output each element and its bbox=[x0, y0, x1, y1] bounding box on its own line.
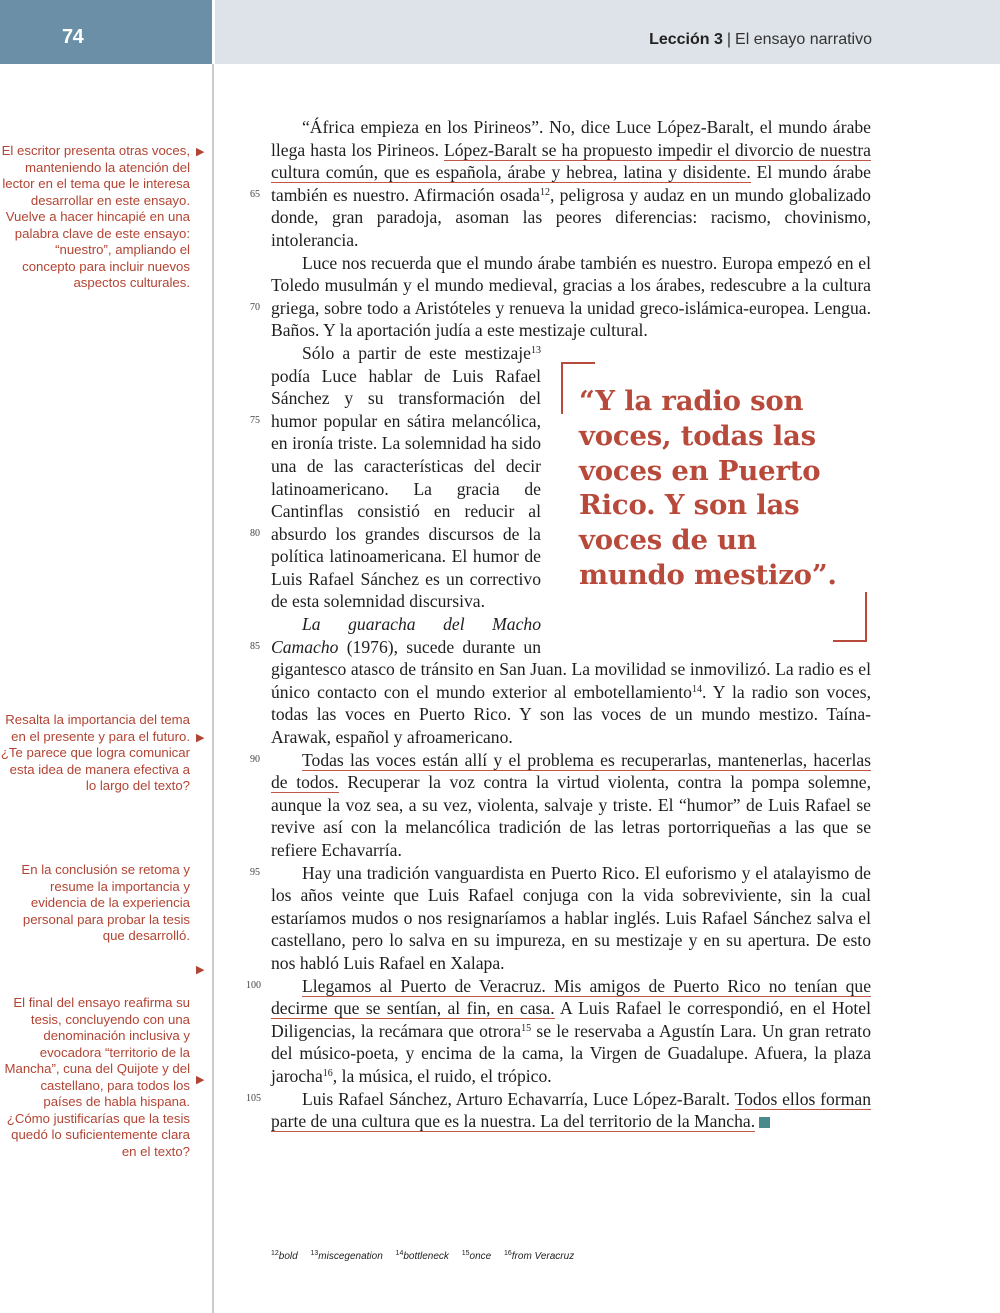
footnote bbox=[462, 1251, 496, 1262]
highlighted-sentence: López-Baralt se ha propuesto impedir el divorcio de nuestra cultura común, que es española, árabe y hebrea, latina y disidente. bbox=[271, 139, 871, 183]
text-run: , la música, el ruido, el trópico. bbox=[332, 1065, 552, 1086]
footnotes bbox=[271, 1250, 584, 1262]
footnote-number: 15 bbox=[461, 1250, 470, 1257]
lesson-label: Lección 3 bbox=[649, 31, 723, 48]
paragraph bbox=[271, 342, 871, 613]
running-head-separator: | bbox=[726, 31, 732, 48]
note-arrow-icon: ▶ bbox=[196, 732, 205, 744]
side-note-2 bbox=[0, 712, 205, 795]
text-run: Recuperar la voz contra la virtud violenta, contra la pompa solemne, aunque la voz sea, a su vez, violenta, salvaje y triste. El “humor” de Luis Rafael se revive así con la melancólica tradición de las letras portorriqueñas a las que se refiere Echavarría. bbox=[271, 772, 871, 860]
footnote-text: bold bbox=[278, 1251, 298, 1262]
footnote bbox=[504, 1251, 579, 1262]
lesson-title: El ensayo narrativo bbox=[735, 31, 872, 48]
side-note-text: En la conclusión se retoma y resume la importancia y evidencia de la experiencia personal para probar la tesis que desarrolló. bbox=[21, 862, 190, 943]
footnote-ref: 14 bbox=[691, 683, 702, 695]
line-number: 90 bbox=[250, 754, 260, 765]
footnote-text: once bbox=[469, 1251, 492, 1262]
line-number: 65 bbox=[250, 189, 260, 200]
side-note-text: El escritor presenta otras voces, manteniendo la atención del lector en el tema que le interesa desarrollar en este ensayo. Vuelve a hacer hincapié en una palabra clave de este ensayo: “nuestro”, ampliando el concepto para incluir nuevos aspectos culturales. bbox=[1, 143, 190, 290]
side-note-3 bbox=[0, 862, 205, 976]
paragraph bbox=[271, 975, 871, 1088]
note-arrow-icon: ▶ bbox=[196, 1074, 205, 1086]
essay-body bbox=[271, 116, 871, 1133]
highlighted-sentence: Llegamos al Puerto de Veracruz. Mis amigos de Puerto Rico no tenían que decirme que se sentían, al fin, en casa. bbox=[271, 975, 871, 1019]
text-run: Luis Rafael Sánchez, Arturo Echavarría, Luce López-Baralt. bbox=[302, 1088, 735, 1109]
side-note-1 bbox=[0, 143, 205, 292]
paragraph bbox=[271, 1088, 871, 1133]
side-note-text: Resalta la importancia del tema en el presente y para el futuro. ¿Te parece que logra comunicar esta idea de manera efectiva a lo largo del texto? bbox=[0, 712, 190, 793]
book-title: La guaracha del Macho Camacho bbox=[271, 614, 541, 657]
footnote-number: 12 bbox=[271, 1250, 279, 1257]
text-run: Sólo a partir de este mestizaje bbox=[302, 342, 531, 363]
paragraph bbox=[271, 749, 871, 862]
text-run: (1976), sucede durante un gigantesco atasco de tránsito en San Juan. La movilidad se inmovilizó. La radio es el único contacto con el mundo exterior al embotellamiento bbox=[271, 636, 871, 702]
text-run: A Luis Rafael le correspondió, en el Hotel Diligencias, la recámara que otrora bbox=[271, 998, 871, 1041]
paragraph: Hay una tradición vanguardista en Puerto Rico. El euforismo y el atalayismo de los años veinte que Luis Rafael conjuga con la vida sobreviviente, sin la cual estaríamos mudos o nos resignaríamos a hablar inglés. Luis Rafael Sánchez salva el castellano, pero lo salva en su impureza, en su mestizaje y en su apertura. De esto nos habló Luis Rafael en Xalapa. bbox=[271, 862, 871, 973]
side-note-text: El final del ensayo reafirma su tesis, concluyendo con una denominación inclusiva y evocadora “territorio de la Mancha”, cuna del Quijote y del castellano, para todos los países de habla hispana. ¿Cómo justificarías que la tesis quedó lo suficientemente clara en el texto? bbox=[4, 995, 190, 1159]
footnote bbox=[396, 1251, 454, 1262]
footnote-ref: 16 bbox=[322, 1067, 333, 1079]
text-run: podía Luce hablar de Luis Rafael Sánchez y su transformación del humor popular en sátira melancólica, en ironía triste. La solemnidad ha sido una de las características del decir latinoamericano. La gracia de Cantinflas consistió en reducir al absurdo los grandes discursos de la política latinoamericana. El humor de Luis Rafael Sánchez es un correctivo de esta solemnidad discursiva. bbox=[271, 365, 541, 612]
line-number: 80 bbox=[250, 528, 260, 539]
highlighted-sentence: Todas las voces están allí y el problema es recuperarlas, mantenerlas, hacerlas de todos. bbox=[271, 749, 871, 793]
line-number: 105 bbox=[246, 1093, 261, 1104]
footnote bbox=[310, 1251, 387, 1262]
line-number: 95 bbox=[250, 867, 260, 878]
pull-quote: “Y la radio son voces, todas las voces en Puerto Rico. Y son las voces de un mundo mestizo”. bbox=[579, 384, 837, 591]
footnote-number: 14 bbox=[395, 1250, 404, 1257]
footnote-text: bottleneck bbox=[403, 1251, 449, 1262]
text-run: El mundo árabe también es nuestro. Afirmación osada bbox=[271, 162, 871, 205]
footnote bbox=[271, 1251, 303, 1262]
footnote-number: 16 bbox=[503, 1250, 512, 1257]
note-arrow-icon: ▶ bbox=[196, 964, 205, 976]
pull-quote-box bbox=[553, 344, 871, 644]
running-head bbox=[649, 31, 872, 49]
highlighted-sentence: Todos ellos forman parte de una cultura que es la nuestra. La del territorio de la Mancha. bbox=[271, 1088, 871, 1132]
page-number: 74 bbox=[62, 26, 84, 48]
header-page-panel bbox=[0, 0, 212, 64]
line-number: 75 bbox=[250, 415, 260, 426]
footnote-ref: 12 bbox=[539, 186, 550, 198]
text-run: , peligrosa y audaz en un mundo globalizado donde, gran paradoja, asoman las peores diferencias: racismo, chovinismo, intolerancia. bbox=[271, 184, 871, 250]
margin-divider bbox=[212, 64, 214, 1313]
footnote-text: miscegenation bbox=[318, 1251, 383, 1262]
side-note-4 bbox=[0, 995, 205, 1160]
text-run: se le reservaba a Agustín Lara. Un gran retrato del músico-poeta, y encima de la cama, la Virgen de Guadalupe. Afuera, la plaza jarocha bbox=[271, 1020, 871, 1086]
footnote-text: from Veracruz bbox=[511, 1251, 575, 1262]
footnote-ref: 15 bbox=[521, 1022, 532, 1034]
header-title-panel bbox=[215, 0, 1000, 64]
line-number: 85 bbox=[250, 641, 260, 652]
footnote-number: 13 bbox=[310, 1250, 319, 1257]
end-of-text-square-icon bbox=[759, 1117, 770, 1128]
text-run: . Y la radio son voces, todas las voces en Puerto Rico. Y son las voces de un mundo mestizo. Taína-Arawak, español y afroamericano. bbox=[271, 681, 871, 748]
footnote-ref: 13 bbox=[531, 344, 541, 356]
text-run: “África empieza en los Pirineos”. No, dice Luce López-Baralt, el mundo árabe llega hasta los Pirineos. bbox=[271, 117, 871, 160]
line-number: 70 bbox=[250, 302, 260, 313]
paragraph: Luce nos recuerda que el mundo árabe también es nuestro. Europa empezó en el Toledo musulmán y el mundo medieval, gracias a los árabes, redescubre a la cultura griega, sobre todo a Aristóteles y renueva la unidad greco-islámica-europea. Lengua. Baños. Y la aportación judía a este mestizaje cultural. bbox=[271, 252, 871, 341]
quote-bracket-bottom bbox=[833, 592, 867, 642]
note-arrow-icon: ▶ bbox=[196, 146, 205, 158]
paragraph bbox=[271, 116, 871, 252]
line-number: 100 bbox=[246, 980, 261, 991]
